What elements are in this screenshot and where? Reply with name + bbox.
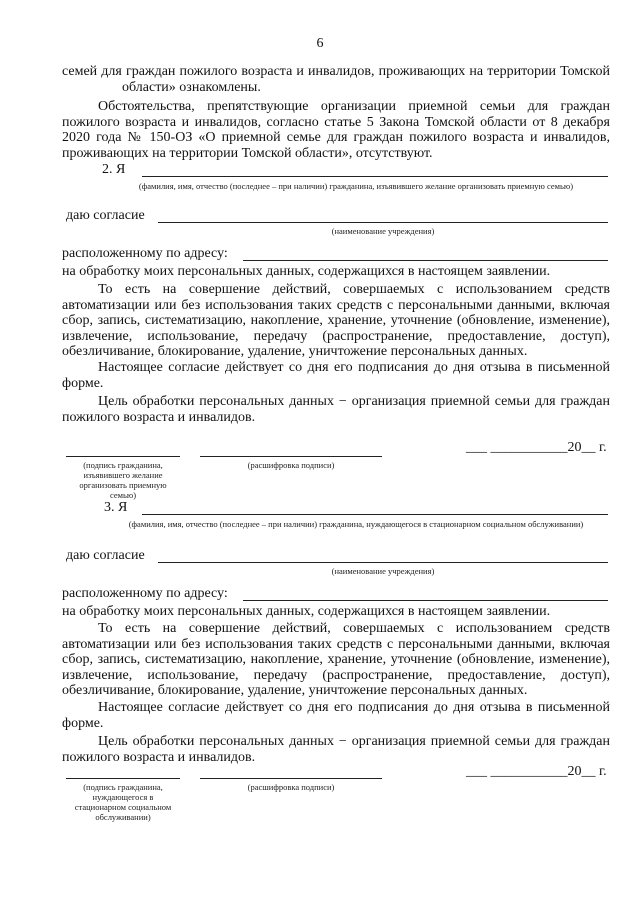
section3-signature-caption: (подпись гражданина, нуждающегося в стационарном социальном обслуживании) <box>74 782 172 822</box>
page-number: 6 <box>316 36 324 51</box>
section2-consent-label: даю согласие <box>66 208 145 223</box>
section2-actions-text: То есть на совершение действий, совершаемых с использованием средств автоматизации или без использования таких средств с персональными данными, включая сбор, запись, систематизацию, накопление, хранение, уточнение (обновление, изменение), извлечение, использование, передачу (распространение, предоставление, доступ), обезличивание, блокирование, удаление, уничтожение персональных данных. <box>62 282 610 360</box>
intro-line-2: области» ознакомлены. <box>122 80 261 95</box>
section2-purpose-text: Цель обработки персональных данных − организация приемной семьи для граждан пожилого возраста и инвалидов. <box>62 394 610 425</box>
section3-decode-caption: (расшифровка подписи) <box>247 782 335 792</box>
section2-validity-text: Настоящее согласие действует со дня его подписания до дня отзыва в письменной форме. <box>62 360 610 391</box>
section2-address-line[interactable] <box>243 260 608 261</box>
section2-processing-text: на обработку моих персональных данных, содержащихся в настоящем заявлении. <box>62 264 551 279</box>
section2-decode-caption: (расшифровка подписи) <box>247 460 335 470</box>
section2-label: 2. Я <box>102 162 126 177</box>
section3-decode-line[interactable] <box>200 778 382 779</box>
section3-actions-text: То есть на совершение действий, совершаемых с использованием средств автоматизации или без использования таких средств с персональными данными, включая сбор, запись, систематизацию, накопление, хранение, уточнение (обновление, изменение), извлечение, использование, передачу (распространение, предоставление, доступ), обезличивание, блокирование, удаление, уничтожение персональных данных. <box>62 621 610 699</box>
section2-signature-caption: (подпись гражданина, изъявившего желание организовать приемную семью) <box>79 460 167 500</box>
section2-decode-line[interactable] <box>200 456 382 457</box>
section2-name-line[interactable] <box>142 176 608 177</box>
section3-name-caption: (фамилия, имя, отчество (последнее – при наличии) гражданина, нуждающегося в стационарном социальном обслуживании) <box>128 519 584 529</box>
intro-paragraph: Обстоятельства, препятствующие организации приемной семьи для граждан пожилого возраста и инвалидов, согласно статье 5 Закона Томской области от 8 декабря 2020 года № 150-ОЗ «О приемной семье для граждан пожилого возраста и инвалидов, проживающих на территории Томской области», отсутствуют. <box>62 99 610 161</box>
section2-institution-caption: (наименование учреждения) <box>331 226 435 236</box>
section2-date[interactable]: ___ ___________20__ г. <box>466 440 607 455</box>
section3-purpose-text: Цель обработки персональных данных − организация приемной семьи для граждан пожилого возраста и инвалидов. <box>62 734 610 765</box>
section3-address-label: расположенному по адресу: <box>62 586 228 601</box>
section3-address-line[interactable] <box>243 600 608 601</box>
section3-institution-caption: (наименование учреждения) <box>331 566 435 576</box>
section3-processing-text: на обработку моих персональных данных, содержащихся в настоящем заявлении. <box>62 604 551 619</box>
section3-signature-line[interactable] <box>66 778 180 779</box>
section2-institution-line[interactable] <box>158 222 608 223</box>
section3-name-line[interactable] <box>142 514 608 515</box>
intro-line-1: семей для граждан пожилого возраста и инвалидов, проживающих на территории Томской <box>62 64 610 79</box>
section3-label: 3. Я <box>104 500 128 515</box>
section3-date[interactable]: ___ ___________20__ г. <box>466 764 607 779</box>
section2-name-caption: (фамилия, имя, отчество (последнее – при наличии) гражданина, изъявившего желание организовать приемную семью) <box>138 181 574 191</box>
section2-address-label: расположенному по адресу: <box>62 246 228 261</box>
section3-institution-line[interactable] <box>158 562 608 563</box>
section3-validity-text: Настоящее согласие действует со дня его подписания до дня отзыва в письменной форме. <box>62 700 610 731</box>
section2-signature-line[interactable] <box>66 456 180 457</box>
section3-consent-label: даю согласие <box>66 548 145 563</box>
